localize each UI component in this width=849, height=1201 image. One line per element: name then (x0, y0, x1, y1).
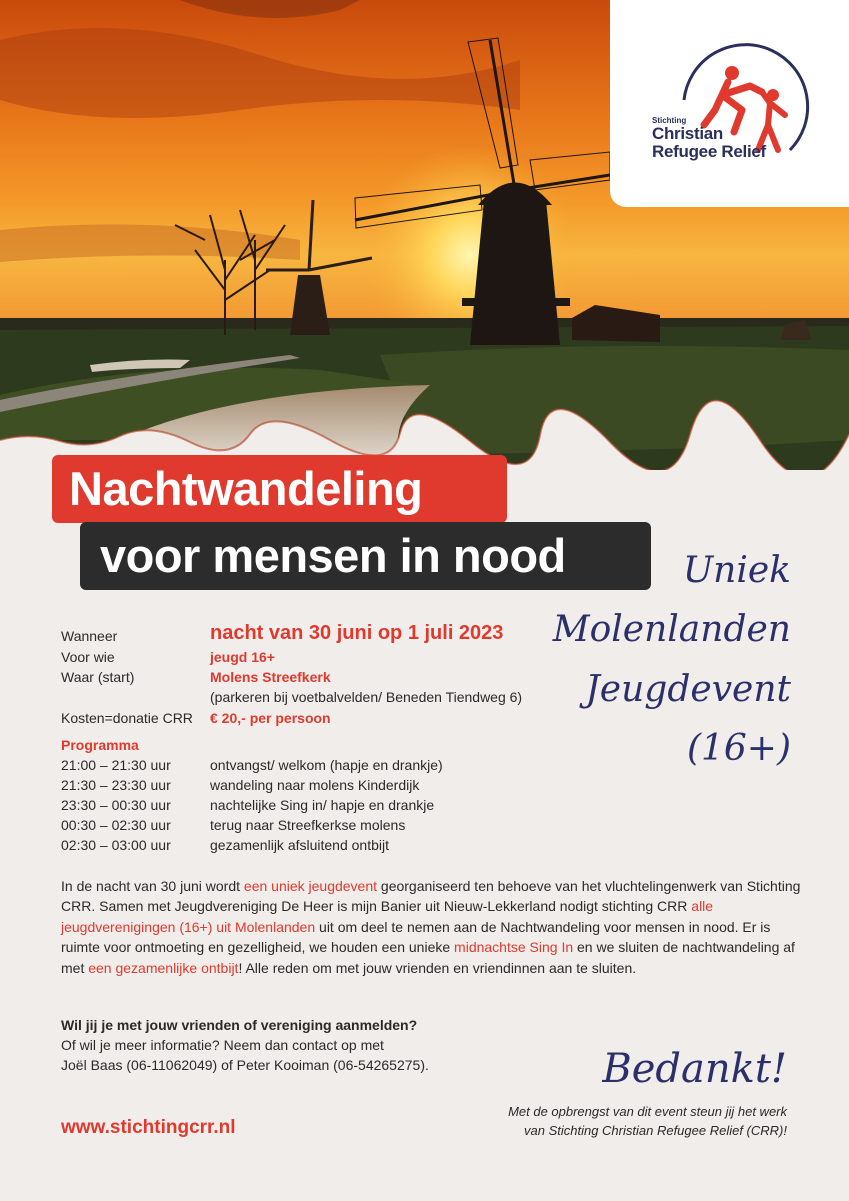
cta-info-line: Of wil je meer informatie? Neem dan contact op met (61, 1037, 384, 1053)
program-time: 23:30 – 00:30 uur (61, 797, 171, 813)
cost-label: Kosten=donatie CRR (61, 710, 193, 726)
program-row (61, 837, 601, 857)
cta-question: Wil jij je met jouw vrienden of vereniging aanmelden? (61, 1017, 418, 1033)
body-text-4: en we sluiten de nachtwandeling af met (61, 939, 795, 976)
logo-refugee-relief-text: Refugee Relief (652, 142, 766, 161)
program-row (61, 797, 601, 817)
title-line-1: Nachtwandeling (52, 455, 507, 523)
support-note-line-2: van Stichting Christian Refugee Relief (CRR)! (524, 1123, 787, 1138)
logo-panel (610, 0, 849, 207)
cost-value: € 20,- per persoon (210, 710, 331, 726)
when-label: Wanneer (61, 628, 118, 644)
body-highlight-1: een uniek jeugdevent (243, 878, 378, 894)
body-highlight-2: alle jeugdverenigingen (16+) uit Molenlanden (61, 898, 714, 935)
support-note-line-1: Met de opbrengst van dit event steun jij het werk (508, 1104, 787, 1119)
side-text-molenlanden: Molenlanden (552, 609, 791, 650)
program-activity: terug naar Streefkerkse molens (210, 817, 406, 833)
program-row (61, 777, 601, 797)
body-text-3: uit om deel te nemen aan de Nachtwandeling voor mensen in nood. Er is ruimte voor ontmoeting en gezelligheid, we houden een unieke (61, 918, 771, 956)
program-title: Programma (61, 737, 139, 753)
body-text-5: ! Alle reden om met jouw vrienden en vriendinnen aan te sluiten. (238, 959, 637, 976)
website-link[interactable]: www.stichtingcrr.nl (61, 1117, 236, 1138)
body-text-2: georganiseerd ten behoeve van het vluchtelingenwerk van Stichting CRR. Samen met Jeugdvereniging De Heer is mijn Banier uit Nieuw-Lekkerland nodigt stichting CRR (61, 878, 801, 915)
title-line-2: voor mensen in nood (80, 522, 651, 590)
logo-stichting-text: Stichting (652, 116, 687, 125)
program-time: 00:30 – 02:30 uur (61, 817, 171, 833)
program-activity: wandeling naar molens Kinderdijk (210, 777, 420, 793)
program-row (61, 757, 601, 777)
body-highlight-3: midnachtse Sing In (454, 939, 574, 956)
side-text-age: (16+) (686, 728, 791, 769)
program-activity: gezamenlijk afsluitend ontbijt (210, 837, 389, 853)
description-paragraph (61, 876, 801, 978)
who-value: jeugd 16+ (210, 649, 275, 665)
crr-logo-emblem-icon (610, 0, 849, 207)
logo-christian-text: Christian (652, 124, 723, 143)
thanks-text: Bedankt! (602, 1046, 787, 1092)
body-text-1: In de nacht van 30 juni wordt (61, 878, 244, 894)
program-row (61, 817, 601, 837)
program-activity: ontvangst/ welkom (hapje en drankje) (210, 757, 443, 773)
program-time: 21:00 – 21:30 uur (61, 757, 171, 773)
program-time: 02:30 – 03:00 uur (61, 837, 171, 853)
program-activity: nachtelijke Sing in/ hapje en drankje (210, 797, 435, 813)
program-time: 21:30 – 23:30 uur (61, 777, 171, 793)
side-text-uniek: Uniek (682, 550, 791, 591)
who-label: Voor wie (61, 649, 115, 665)
where-note: (parkeren bij voetbalvelden/ Beneden Tiendweg 6) (210, 689, 523, 705)
when-value: nacht van 30 juni op 1 juli 2023 (210, 622, 504, 644)
where-value: Molens Streefkerk (210, 669, 331, 685)
where-label: Waar (start) (61, 669, 135, 685)
cta-contacts-line: Joël Baas (06-11062049) of Peter Kooiman (06-54265275). (61, 1057, 429, 1073)
body-highlight-4: een gezamenlijke ontbijt (88, 959, 239, 976)
side-text-jeugdevent: Jeugdevent (585, 669, 791, 710)
